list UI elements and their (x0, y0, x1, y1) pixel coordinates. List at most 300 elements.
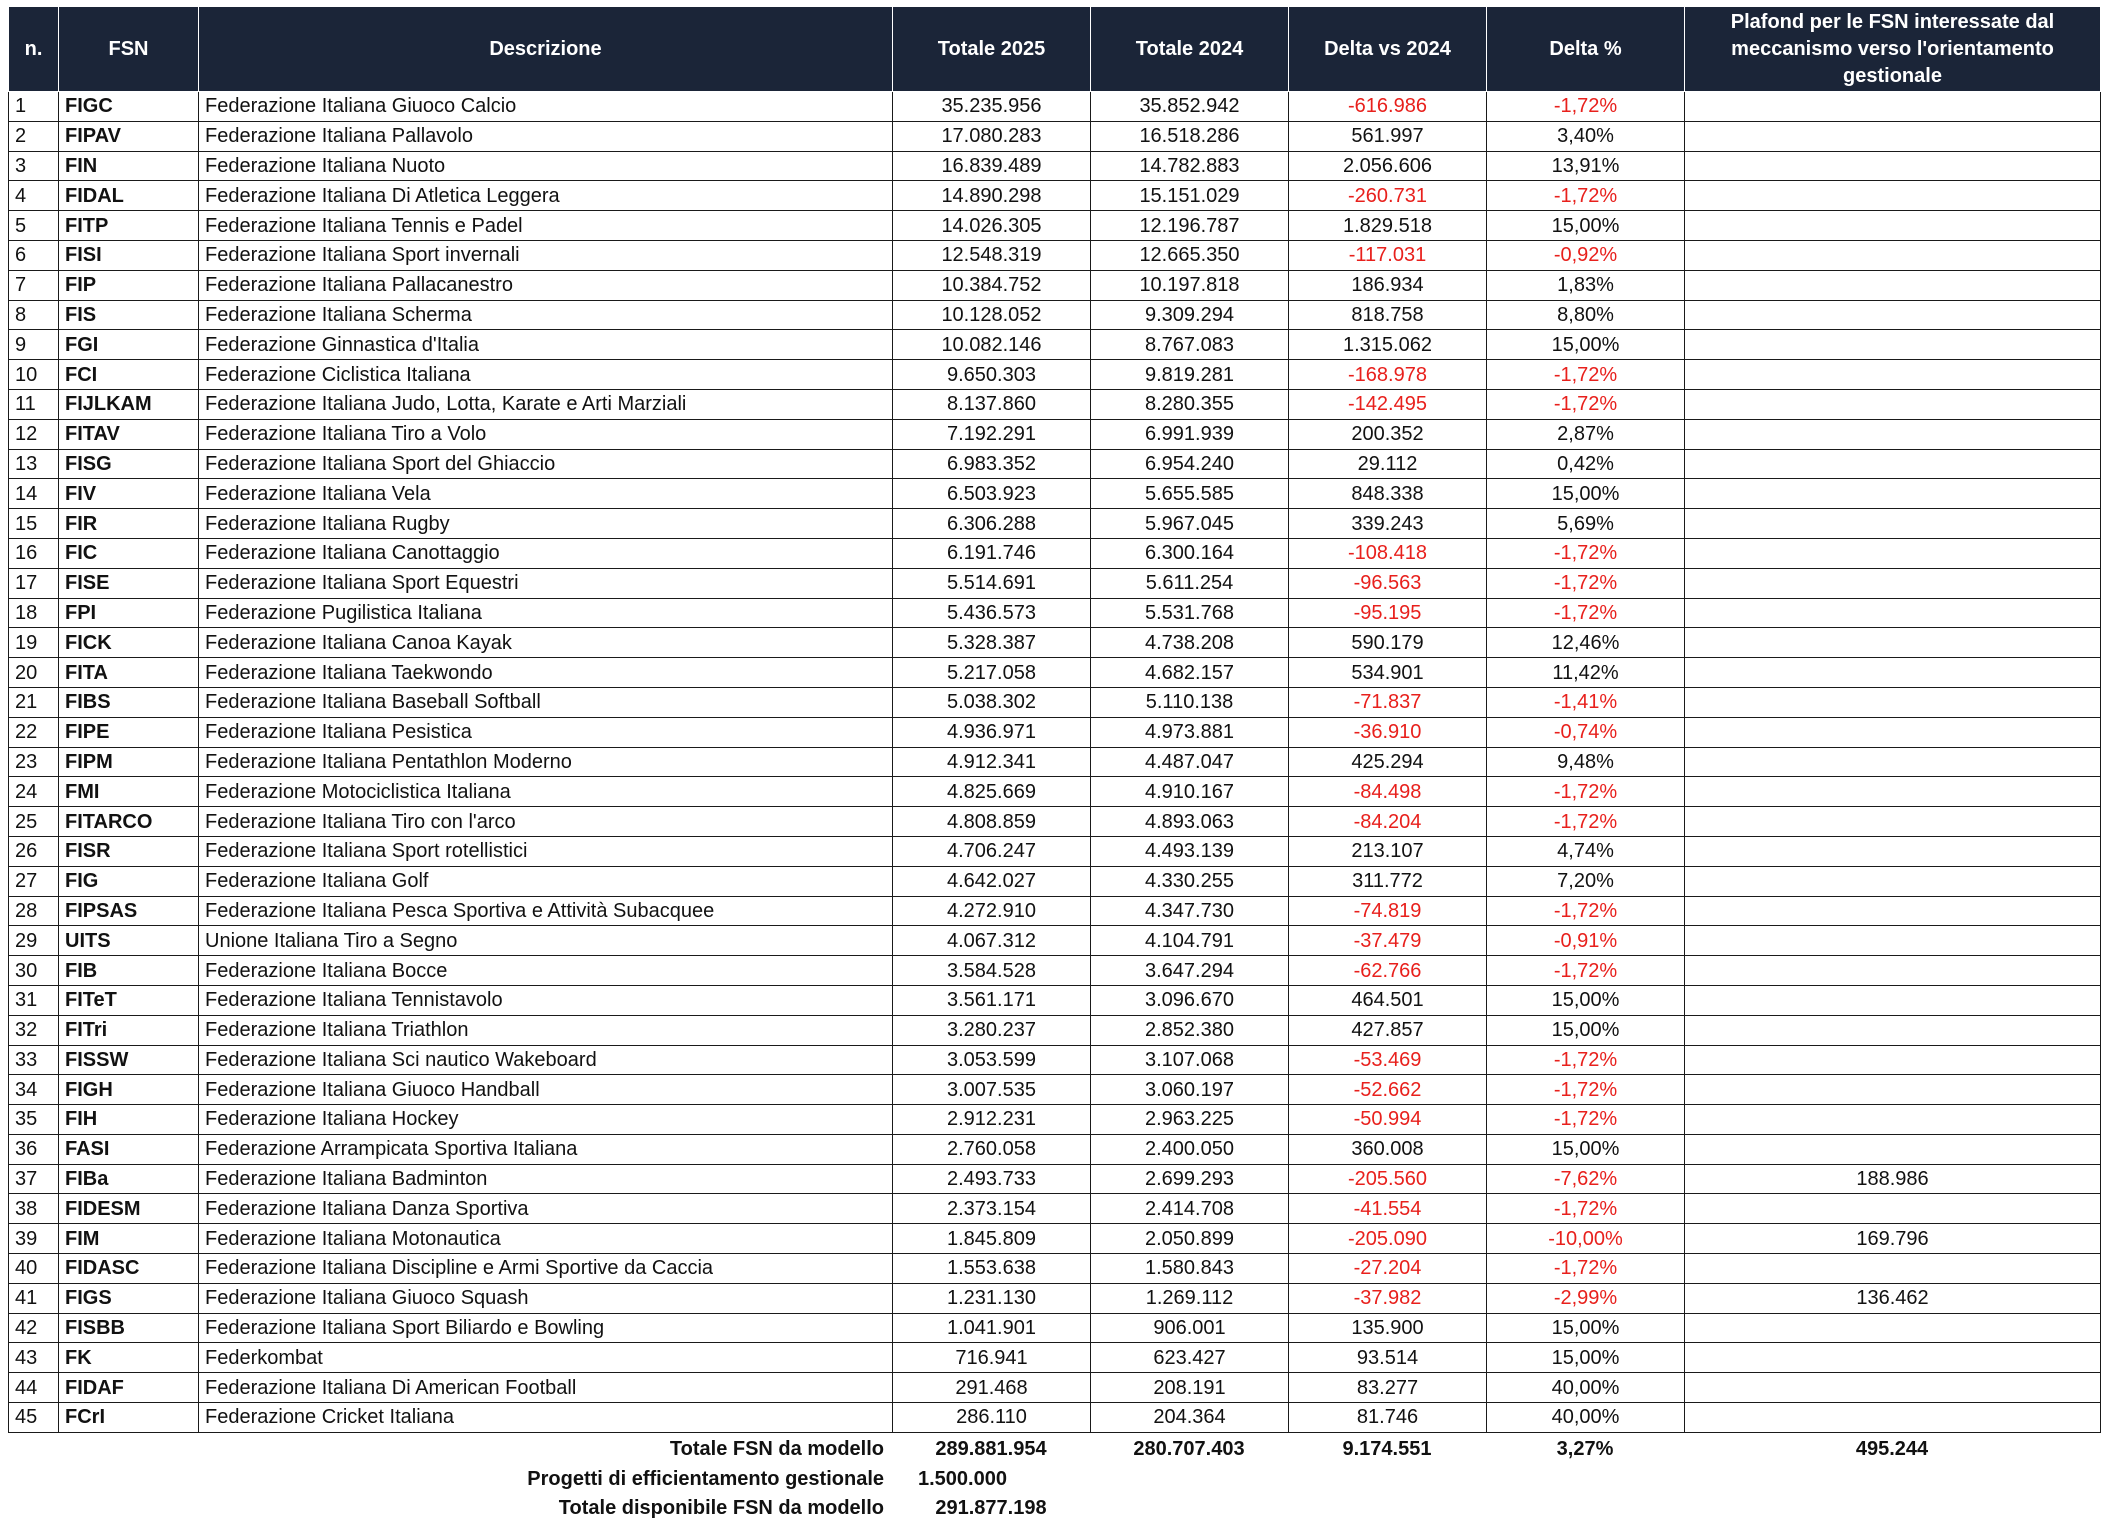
cell-totale-2025: 4.912.341 (893, 747, 1091, 777)
cell-delta: 427.857 (1289, 1015, 1487, 1045)
cell-fsn: FIC (59, 538, 199, 568)
cell-fsn: FIV (59, 479, 199, 509)
cell-fsn: FIN (59, 151, 199, 181)
table-row (9, 777, 2101, 807)
cell-delta-pct: -7,62% (1487, 1164, 1685, 1194)
table-row (9, 1403, 2101, 1433)
cell-fsn: FK (59, 1343, 199, 1373)
cell-delta-pct: 15,00% (1487, 330, 1685, 360)
table-row (9, 1134, 2101, 1164)
cell-descrizione: Federazione Italiana Badminton (199, 1164, 893, 1194)
table-row (9, 419, 2101, 449)
cell-totale-2025: 3.561.171 (893, 985, 1091, 1015)
progetti-row (8, 1464, 2100, 1494)
cell-n: 12 (9, 419, 59, 449)
header-totale-2025: Totale 2025 (893, 7, 1091, 92)
cell-totale-2024: 2.963.225 (1091, 1105, 1289, 1135)
cell-totale-2024: 5.967.045 (1091, 509, 1289, 539)
cell-totale-2025: 35.235.956 (893, 92, 1091, 122)
cell-plafond (1685, 1134, 2101, 1164)
cell-plafond (1685, 1343, 2101, 1373)
cell-totale-2024: 3.647.294 (1091, 956, 1289, 986)
cell-descrizione: Federazione Italiana Tiro con l'arco (199, 807, 893, 837)
table-row (9, 717, 2101, 747)
cell-fsn: FISR (59, 836, 199, 866)
cell-delta-pct: -1,41% (1487, 687, 1685, 717)
cell-delta-pct: 15,00% (1487, 1343, 1685, 1373)
totals-block (8, 1435, 2100, 1524)
cell-totale-2024: 6.991.939 (1091, 419, 1289, 449)
totals-label: Totale FSN da modello (669, 1438, 884, 1461)
cell-delta-pct: 15,00% (1487, 985, 1685, 1015)
cell-plafond (1685, 1194, 2101, 1224)
cell-delta: 83.277 (1289, 1373, 1487, 1403)
cell-descrizione: Federazione Italiana Discipline e Armi Sportive da Caccia (199, 1254, 893, 1284)
cell-n: 39 (9, 1224, 59, 1254)
cell-plafond (1685, 1254, 2101, 1284)
cell-delta: -27.204 (1289, 1254, 1487, 1284)
cell-plafond (1685, 777, 2101, 807)
table-row (9, 1373, 2101, 1403)
cell-n: 3 (9, 151, 59, 181)
cell-delta: 29.112 (1289, 449, 1487, 479)
cell-totale-2025: 3.280.237 (893, 1015, 1091, 1045)
table-row (9, 836, 2101, 866)
cell-fsn: FASI (59, 1134, 199, 1164)
cell-plafond (1685, 211, 2101, 241)
table-row (9, 1194, 2101, 1224)
cell-totale-2024: 8.280.355 (1091, 389, 1289, 419)
cell-plafond (1685, 866, 2101, 896)
cell-delta: 1.829.518 (1289, 211, 1487, 241)
cell-delta: 186.934 (1289, 270, 1487, 300)
cell-descrizione: Federazione Italiana Sport invernali (199, 240, 893, 270)
table-row (9, 300, 2101, 330)
cell-totale-2024: 2.852.380 (1091, 1015, 1289, 1045)
cell-plafond (1685, 985, 2101, 1015)
cell-descrizione: Federazione Italiana Sport Equestri (199, 568, 893, 598)
cell-fsn: FIB (59, 956, 199, 986)
cell-delta-pct: 15,00% (1487, 1134, 1685, 1164)
cell-totale-2025: 5.514.691 (893, 568, 1091, 598)
cell-descrizione: Federazione Italiana Sport del Ghiaccio (199, 449, 893, 479)
cell-delta-pct: -10,00% (1487, 1224, 1685, 1254)
cell-totale-2024: 15.151.029 (1091, 181, 1289, 211)
cell-plafond (1685, 1015, 2101, 1045)
table-row (9, 628, 2101, 658)
cell-delta: -84.204 (1289, 807, 1487, 837)
cell-descrizione: Federazione Italiana Golf (199, 866, 893, 896)
cell-totale-2024: 12.665.350 (1091, 240, 1289, 270)
cell-n: 18 (9, 598, 59, 628)
cell-delta-pct: 3,40% (1487, 121, 1685, 151)
cell-delta: -52.662 (1289, 1075, 1487, 1105)
cell-totale-2024: 16.518.286 (1091, 121, 1289, 151)
cell-totale-2024: 2.050.899 (1091, 1224, 1289, 1254)
cell-delta: -117.031 (1289, 240, 1487, 270)
cell-totale-2024: 1.580.843 (1091, 1254, 1289, 1284)
cell-plafond (1685, 509, 2101, 539)
table-row (9, 181, 2101, 211)
cell-delta-pct: 0,42% (1487, 449, 1685, 479)
cell-n: 6 (9, 240, 59, 270)
cell-delta-pct: -1,72% (1487, 1105, 1685, 1135)
cell-totale-2024: 1.269.112 (1091, 1283, 1289, 1313)
cell-fsn: FITA (59, 658, 199, 688)
cell-delta-pct: 12,46% (1487, 628, 1685, 658)
totals-plafond: 495.244 (1855, 1438, 1929, 1461)
table-row (9, 479, 2101, 509)
cell-fsn: FITARCO (59, 807, 199, 837)
cell-totale-2024: 204.364 (1091, 1403, 1289, 1433)
cell-descrizione: Federazione Italiana Di Atletica Leggera (199, 181, 893, 211)
cell-plafond (1685, 419, 2101, 449)
cell-fsn: FIP (59, 270, 199, 300)
cell-n: 21 (9, 687, 59, 717)
cell-descrizione: Federazione Italiana Bocce (199, 956, 893, 986)
cell-fsn: FIPSAS (59, 896, 199, 926)
cell-plafond (1685, 92, 2101, 122)
cell-delta: -36.910 (1289, 717, 1487, 747)
cell-delta: 848.338 (1289, 479, 1487, 509)
cell-delta-pct: 4,74% (1487, 836, 1685, 866)
cell-plafond: 188.986 (1685, 1164, 2101, 1194)
cell-totale-2024: 4.487.047 (1091, 747, 1289, 777)
cell-fsn: FCI (59, 360, 199, 390)
header-fsn: FSN (59, 7, 199, 92)
cell-totale-2025: 4.936.971 (893, 717, 1091, 747)
cell-totale-2025: 5.328.387 (893, 628, 1091, 658)
cell-delta: -205.090 (1289, 1224, 1487, 1254)
table-row (9, 330, 2101, 360)
cell-delta-pct: -1,72% (1487, 956, 1685, 986)
cell-fsn: FICK (59, 628, 199, 658)
cell-plafond (1685, 568, 2101, 598)
cell-plafond (1685, 479, 2101, 509)
cell-totale-2024: 6.954.240 (1091, 449, 1289, 479)
cell-descrizione: Federazione Ginnastica d'Italia (199, 330, 893, 360)
cell-totale-2024: 3.107.068 (1091, 1045, 1289, 1075)
cell-descrizione: Federazione Italiana Motonautica (199, 1224, 893, 1254)
cell-totale-2024: 208.191 (1091, 1373, 1289, 1403)
cell-totale-2025: 3.007.535 (893, 1075, 1091, 1105)
cell-totale-2024: 4.738.208 (1091, 628, 1289, 658)
cell-totale-2025: 3.584.528 (893, 956, 1091, 986)
cell-totale-2025: 10.082.146 (893, 330, 1091, 360)
cell-totale-2024: 9.309.294 (1091, 300, 1289, 330)
cell-fsn: FIPM (59, 747, 199, 777)
totals-2025: 289.881.954 (935, 1438, 1047, 1461)
cell-totale-2024: 4.330.255 (1091, 866, 1289, 896)
cell-n: 36 (9, 1134, 59, 1164)
cell-delta-pct: 9,48% (1487, 747, 1685, 777)
cell-descrizione: Unione Italiana Tiro a Segno (199, 926, 893, 956)
disponibile-row (8, 1494, 2100, 1524)
cell-plafond (1685, 360, 2101, 390)
cell-n: 41 (9, 1283, 59, 1313)
cell-delta-pct: -2,99% (1487, 1283, 1685, 1313)
cell-plafond (1685, 836, 2101, 866)
cell-descrizione: Federazione Italiana Pallavolo (199, 121, 893, 151)
cell-n: 31 (9, 985, 59, 1015)
cell-delta: -108.418 (1289, 538, 1487, 568)
cell-totale-2025: 7.192.291 (893, 419, 1091, 449)
cell-descrizione: Federazione Italiana Taekwondo (199, 658, 893, 688)
cell-descrizione: Federazione Italiana Pesca Sportiva e Attività Subacquee (199, 896, 893, 926)
cell-n: 1 (9, 92, 59, 122)
cell-delta: -53.469 (1289, 1045, 1487, 1075)
federation-funding-table (8, 6, 2101, 1433)
cell-totale-2024: 2.400.050 (1091, 1134, 1289, 1164)
totals-delta: 9.174.551 (1342, 1438, 1432, 1461)
cell-fsn: FIGC (59, 92, 199, 122)
cell-delta-pct: -1,72% (1487, 568, 1685, 598)
cell-fsn: FGI (59, 330, 199, 360)
cell-n: 23 (9, 747, 59, 777)
cell-totale-2025: 14.890.298 (893, 181, 1091, 211)
cell-totale-2025: 9.650.303 (893, 360, 1091, 390)
cell-plafond (1685, 687, 2101, 717)
header-delta-vs-2024: Delta vs 2024 (1289, 7, 1487, 92)
cell-descrizione: Federazione Italiana Danza Sportiva (199, 1194, 893, 1224)
cell-fsn: UITS (59, 926, 199, 956)
cell-delta-pct: -1,72% (1487, 389, 1685, 419)
table-row (9, 389, 2101, 419)
cell-totale-2025: 3.053.599 (893, 1045, 1091, 1075)
cell-delta-pct: 15,00% (1487, 479, 1685, 509)
table-row (9, 92, 2101, 122)
cell-descrizione: Federazione Motociclistica Italiana (199, 777, 893, 807)
cell-descrizione: Federazione Italiana Judo, Lotta, Karate e Arti Marziali (199, 389, 893, 419)
cell-n: 17 (9, 568, 59, 598)
cell-totale-2024: 2.699.293 (1091, 1164, 1289, 1194)
cell-n: 2 (9, 121, 59, 151)
cell-descrizione: Federazione Italiana Di American Football (199, 1373, 893, 1403)
cell-totale-2025: 5.217.058 (893, 658, 1091, 688)
cell-totale-2025: 4.825.669 (893, 777, 1091, 807)
cell-fsn: FCrI (59, 1403, 199, 1433)
header-descrizione: Descrizione (199, 7, 893, 92)
cell-delta: -96.563 (1289, 568, 1487, 598)
cell-plafond (1685, 1045, 2101, 1075)
cell-n: 13 (9, 449, 59, 479)
cell-plafond (1685, 240, 2101, 270)
cell-delta: 425.294 (1289, 747, 1487, 777)
cell-delta: -205.560 (1289, 1164, 1487, 1194)
cell-plafond (1685, 896, 2101, 926)
cell-delta: 81.746 (1289, 1403, 1487, 1433)
cell-fsn: FIJLKAM (59, 389, 199, 419)
table-row (9, 926, 2101, 956)
cell-n: 25 (9, 807, 59, 837)
table-row (9, 896, 2101, 926)
table-row (9, 360, 2101, 390)
cell-delta-pct: -1,72% (1487, 777, 1685, 807)
table-row (9, 747, 2101, 777)
cell-delta-pct: 1,83% (1487, 270, 1685, 300)
cell-fsn: FIG (59, 866, 199, 896)
cell-totale-2024: 4.893.063 (1091, 807, 1289, 837)
cell-fsn: FIDAF (59, 1373, 199, 1403)
cell-descrizione: Federazione Ciclistica Italiana (199, 360, 893, 390)
table-row (9, 807, 2101, 837)
cell-descrizione: Federazione Italiana Tennistavolo (199, 985, 893, 1015)
cell-totale-2024: 3.060.197 (1091, 1075, 1289, 1105)
cell-delta: -168.978 (1289, 360, 1487, 390)
table-row (9, 240, 2101, 270)
table-row (9, 509, 2101, 539)
cell-delta: 93.514 (1289, 1343, 1487, 1373)
cell-totale-2024: 2.414.708 (1091, 1194, 1289, 1224)
cell-totale-2024: 3.096.670 (1091, 985, 1289, 1015)
cell-fsn: FITri (59, 1015, 199, 1045)
cell-delta: -71.837 (1289, 687, 1487, 717)
table-row (9, 866, 2101, 896)
cell-delta: -616.986 (1289, 92, 1487, 122)
cell-descrizione: Federazione Italiana Baseball Softball (199, 687, 893, 717)
cell-plafond (1685, 121, 2101, 151)
cell-totale-2024: 14.782.883 (1091, 151, 1289, 181)
cell-descrizione: Federazione Italiana Tennis e Padel (199, 211, 893, 241)
cell-delta-pct: 5,69% (1487, 509, 1685, 539)
cell-totale-2024: 8.767.083 (1091, 330, 1289, 360)
cell-delta-pct: 11,42% (1487, 658, 1685, 688)
cell-descrizione: Federazione Italiana Nuoto (199, 151, 893, 181)
cell-n: 19 (9, 628, 59, 658)
cell-totale-2025: 4.808.859 (893, 807, 1091, 837)
cell-totale-2025: 4.706.247 (893, 836, 1091, 866)
cell-fsn: FITP (59, 211, 199, 241)
cell-delta: 135.900 (1289, 1313, 1487, 1343)
cell-totale-2025: 2.493.733 (893, 1164, 1091, 1194)
cell-delta-pct: -1,72% (1487, 181, 1685, 211)
cell-delta-pct: 8,80% (1487, 300, 1685, 330)
cell-plafond (1685, 300, 2101, 330)
header-n: n. (9, 7, 59, 92)
cell-totale-2025: 5.038.302 (893, 687, 1091, 717)
cell-fsn: FITeT (59, 985, 199, 1015)
cell-delta: -41.554 (1289, 1194, 1487, 1224)
cell-delta-pct: 15,00% (1487, 1313, 1685, 1343)
cell-delta: 818.758 (1289, 300, 1487, 330)
cell-totale-2025: 6.191.746 (893, 538, 1091, 568)
cell-totale-2024: 6.300.164 (1091, 538, 1289, 568)
table-row (9, 1045, 2101, 1075)
table-row (9, 449, 2101, 479)
cell-totale-2025: 291.468 (893, 1373, 1091, 1403)
cell-fsn: FISSW (59, 1045, 199, 1075)
cell-totale-2025: 14.026.305 (893, 211, 1091, 241)
cell-fsn: FIBa (59, 1164, 199, 1194)
cell-n: 37 (9, 1164, 59, 1194)
federation-table-sheet (8, 6, 2100, 1523)
cell-n: 28 (9, 896, 59, 926)
cell-plafond (1685, 151, 2101, 181)
cell-descrizione: Federazione Italiana Sci nautico Wakeboard (199, 1045, 893, 1075)
cell-totale-2024: 4.493.139 (1091, 836, 1289, 866)
cell-delta: -37.479 (1289, 926, 1487, 956)
cell-n: 27 (9, 866, 59, 896)
cell-fsn: FISG (59, 449, 199, 479)
cell-descrizione: Federkombat (199, 1343, 893, 1373)
cell-totale-2025: 10.128.052 (893, 300, 1091, 330)
table-row (9, 1015, 2101, 1045)
cell-delta-pct: 15,00% (1487, 211, 1685, 241)
header-delta-pct: Delta % (1487, 7, 1685, 92)
progetti-value: 1.500.000 (918, 1467, 1007, 1490)
cell-fsn: FIGH (59, 1075, 199, 1105)
cell-totale-2025: 286.110 (893, 1403, 1091, 1433)
cell-n: 11 (9, 389, 59, 419)
cell-plafond: 169.796 (1685, 1224, 2101, 1254)
table-row (9, 211, 2101, 241)
cell-descrizione: Federazione Italiana Pesistica (199, 717, 893, 747)
cell-descrizione: Federazione Pugilistica Italiana (199, 598, 893, 628)
cell-fsn: FIS (59, 300, 199, 330)
cell-descrizione: Federazione Italiana Rugby (199, 509, 893, 539)
cell-n: 5 (9, 211, 59, 241)
cell-n: 9 (9, 330, 59, 360)
cell-totale-2024: 4.973.881 (1091, 717, 1289, 747)
cell-delta: -62.766 (1289, 956, 1487, 986)
cell-delta: 213.107 (1289, 836, 1487, 866)
cell-n: 26 (9, 836, 59, 866)
cell-plafond (1685, 926, 2101, 956)
table-row (9, 1224, 2101, 1254)
cell-delta-pct: -1,72% (1487, 807, 1685, 837)
table-row (9, 1254, 2101, 1284)
cell-delta-pct: -1,72% (1487, 1194, 1685, 1224)
cell-descrizione: Federazione Italiana Triathlon (199, 1015, 893, 1045)
cell-totale-2025: 4.067.312 (893, 926, 1091, 956)
cell-descrizione: Federazione Italiana Hockey (199, 1105, 893, 1135)
cell-delta: -50.994 (1289, 1105, 1487, 1135)
cell-descrizione: Federazione Italiana Canoa Kayak (199, 628, 893, 658)
cell-delta: 311.772 (1289, 866, 1487, 896)
cell-n: 20 (9, 658, 59, 688)
cell-totale-2024: 623.427 (1091, 1343, 1289, 1373)
cell-n: 29 (9, 926, 59, 956)
table-row (9, 568, 2101, 598)
cell-plafond (1685, 717, 2101, 747)
cell-delta: 2.056.606 (1289, 151, 1487, 181)
cell-delta-pct: -1,72% (1487, 360, 1685, 390)
cell-fsn: FMI (59, 777, 199, 807)
cell-delta: 534.901 (1289, 658, 1487, 688)
cell-n: 38 (9, 1194, 59, 1224)
totals-2024: 280.707.403 (1133, 1438, 1245, 1461)
cell-totale-2025: 4.272.910 (893, 896, 1091, 926)
cell-delta-pct: -1,72% (1487, 92, 1685, 122)
cell-delta-pct: 40,00% (1487, 1373, 1685, 1403)
cell-n: 4 (9, 181, 59, 211)
cell-n: 33 (9, 1045, 59, 1075)
cell-totale-2025: 1.845.809 (893, 1224, 1091, 1254)
cell-totale-2025: 4.642.027 (893, 866, 1091, 896)
cell-n: 15 (9, 509, 59, 539)
cell-totale-2024: 5.611.254 (1091, 568, 1289, 598)
cell-descrizione: Federazione Italiana Giuoco Handball (199, 1075, 893, 1105)
cell-fsn: FITAV (59, 419, 199, 449)
cell-totale-2025: 6.306.288 (893, 509, 1091, 539)
cell-descrizione: Federazione Italiana Tiro a Volo (199, 419, 893, 449)
cell-delta: -260.731 (1289, 181, 1487, 211)
cell-n: 42 (9, 1313, 59, 1343)
cell-delta-pct: -1,72% (1487, 1075, 1685, 1105)
cell-delta: -74.819 (1289, 896, 1487, 926)
cell-fsn: FIM (59, 1224, 199, 1254)
cell-plafond (1685, 1313, 2101, 1343)
